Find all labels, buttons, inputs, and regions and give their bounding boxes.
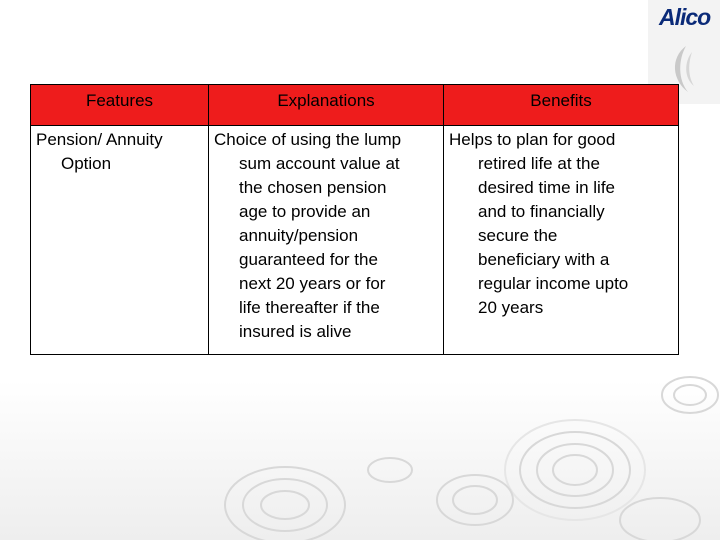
benefit-text: Helps to plan for good retired life at the desired time in life and to financially secure the beneficiary with a regular income upto 20 years — [449, 130, 629, 317]
explanation-text: Choice of using the lump sum account value at the chosen pension age to provide an annuity/pension guaranteed for the next 20 years or for life thereafter if the insured is alive — [214, 130, 402, 341]
table-row — [31, 126, 679, 355]
feature-text: Pension/ Annuity Option — [36, 130, 163, 173]
header-benefits: Benefits — [444, 85, 679, 126]
header-features: Features — [31, 85, 209, 126]
benefit-cell — [444, 126, 679, 355]
feature-cell — [31, 126, 209, 355]
table-header-row — [31, 85, 679, 126]
features-table — [30, 84, 679, 355]
company-logo: Alico — [659, 4, 711, 30]
explanation-cell — [209, 126, 444, 355]
header-explanations: Explanations — [209, 85, 444, 126]
